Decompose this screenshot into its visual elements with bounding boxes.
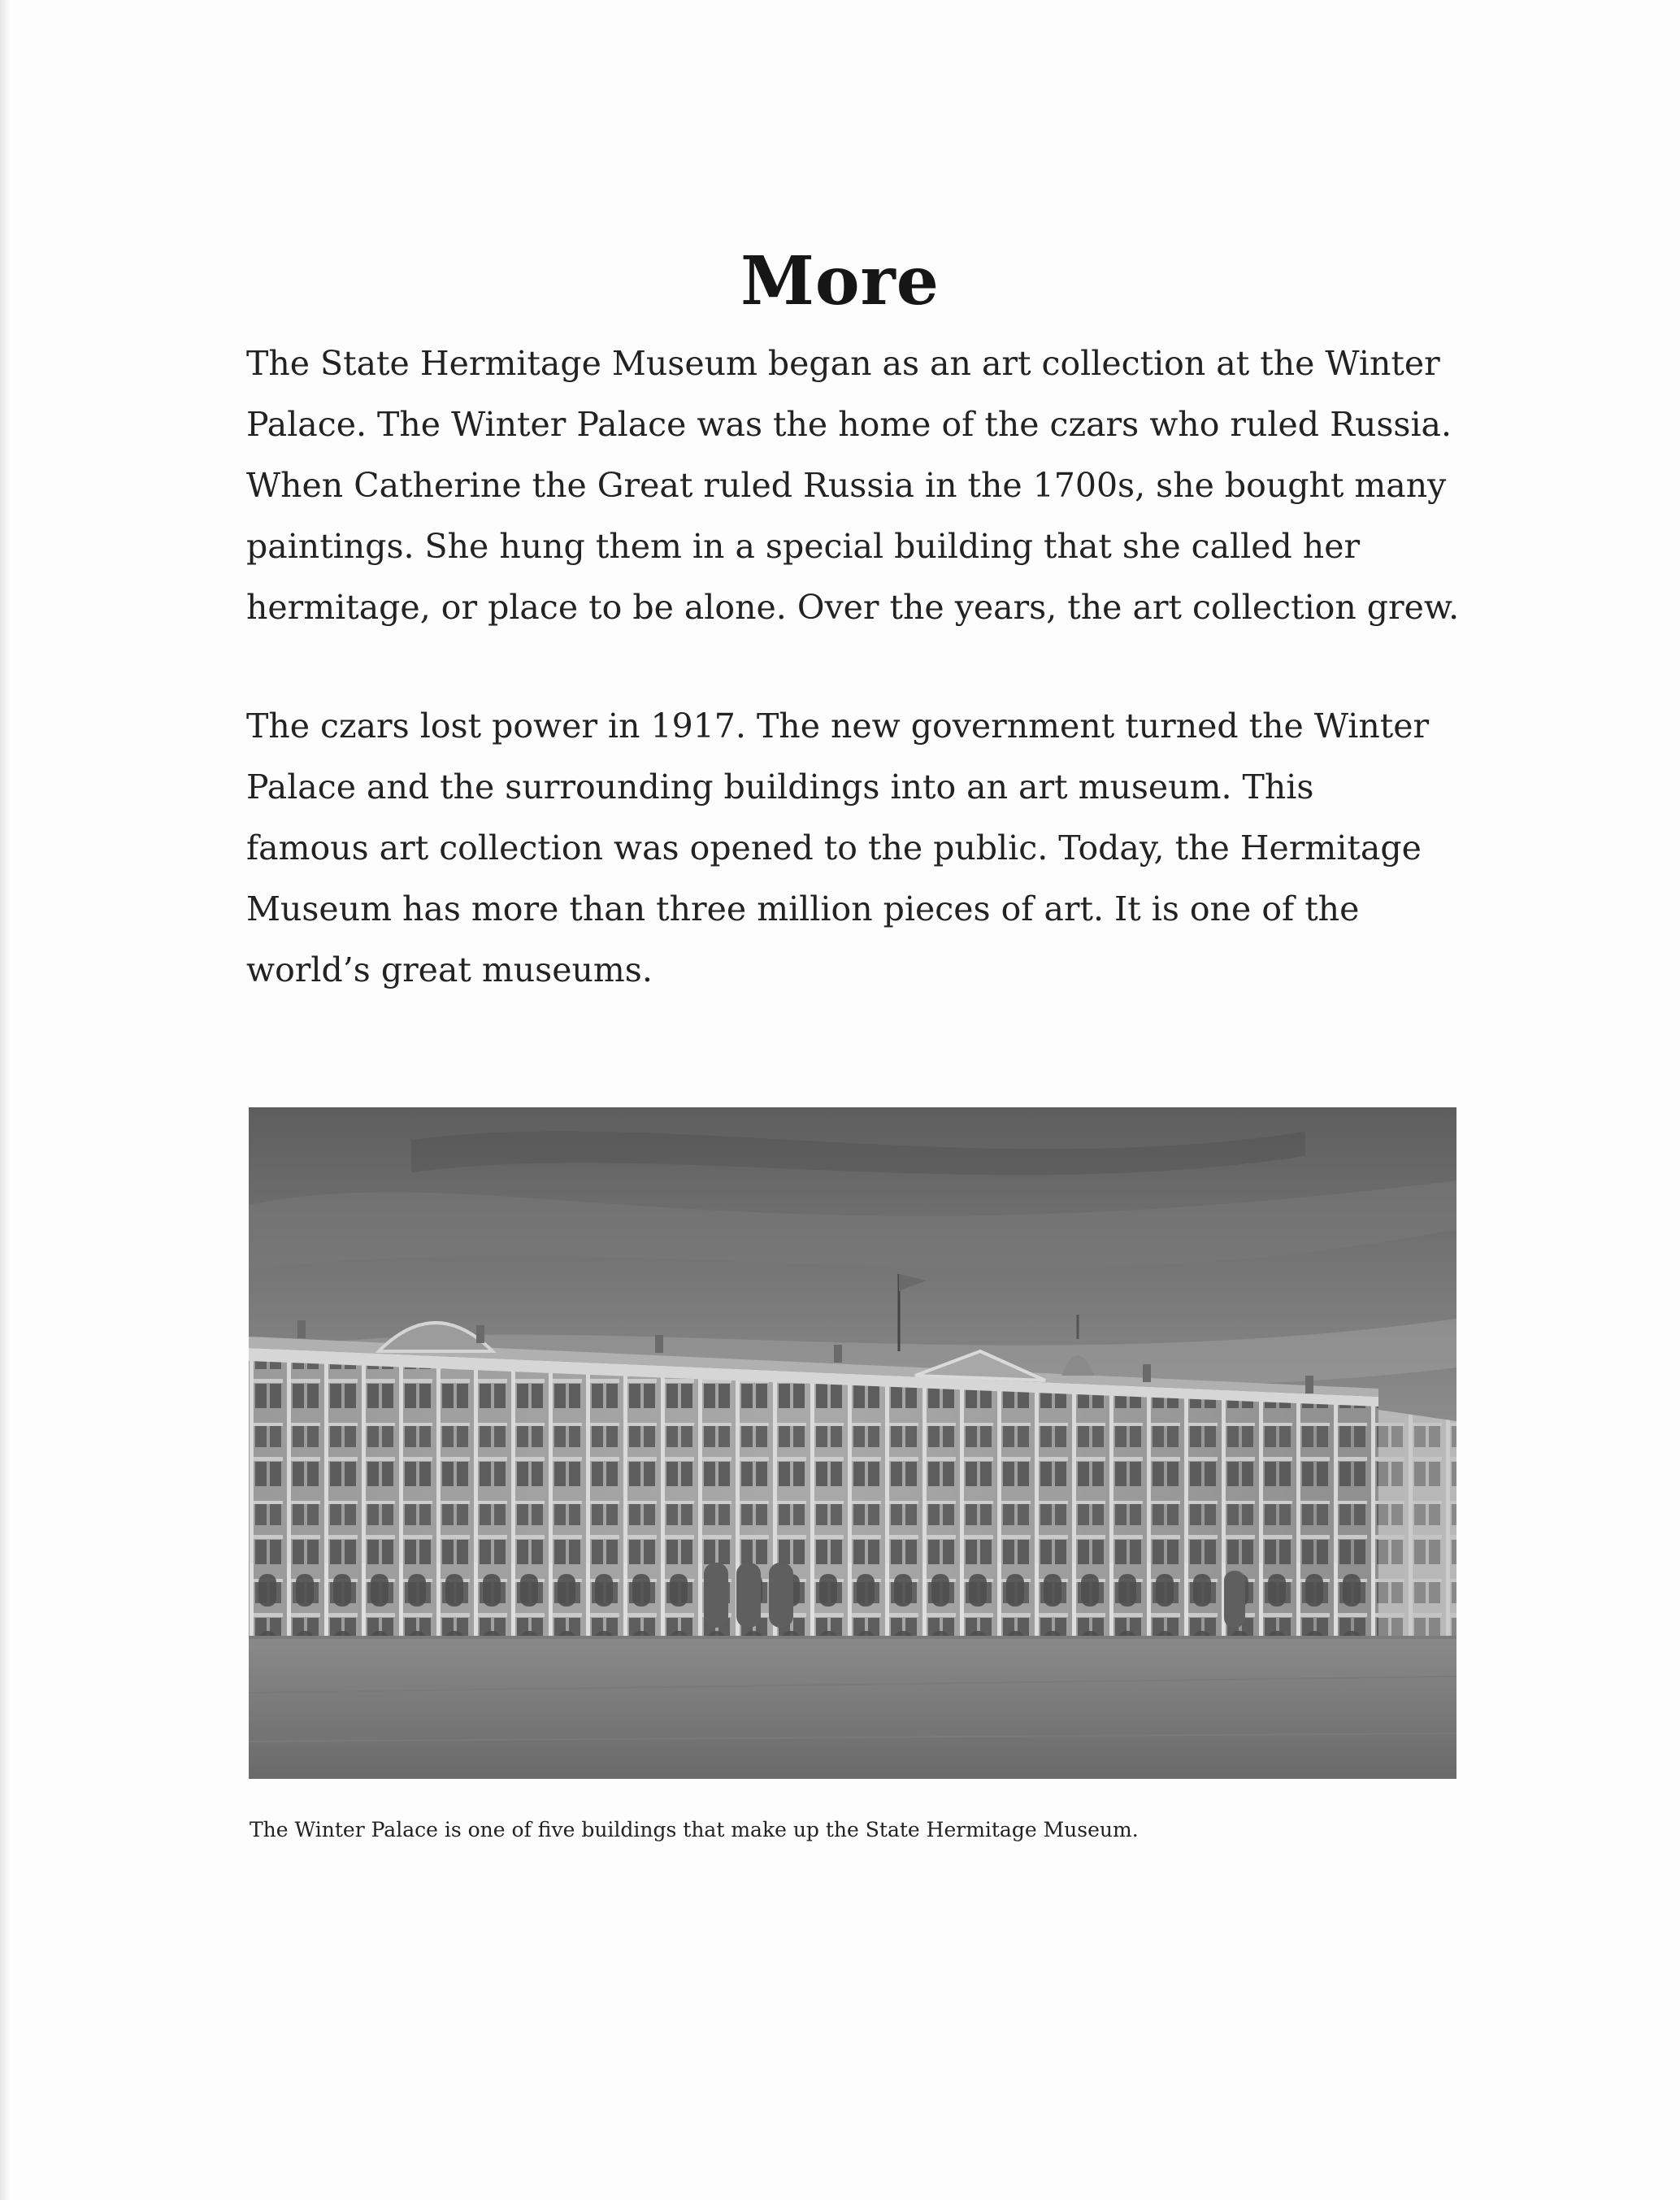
- paragraph-line: When Catherine the Great ruled Russia in the 1700s, she bought many: [246, 466, 1447, 505]
- photo-caption: The Winter Palace is one of five buildings that make up the State Hermitage Museum.: [250, 1818, 1139, 1841]
- paragraph-line: hermitage, or place to be alone. Over the years, the art collection grew.: [246, 588, 1460, 627]
- page-title: More: [740, 242, 940, 320]
- paragraph-line: Palace and the surrounding buildings into an art museum. This: [246, 767, 1314, 807]
- paragraph-line: The czars lost power in 1917. The new government turned the Winter: [246, 707, 1430, 746]
- paragraph-2: [246, 696, 1465, 1001]
- page-binding-edge: [0, 0, 10, 2200]
- paragraph-line: world’s great museums.: [246, 950, 653, 989]
- paragraph-1: [246, 333, 1465, 638]
- paragraph-line: The State Hermitage Museum began as an art collection at the Winter: [246, 344, 1440, 383]
- paragraph-line: Palace. The Winter Palace was the home of the czars who ruled Russia.: [246, 405, 1452, 444]
- winter-palace-illustration: [249, 1107, 1456, 1779]
- paragraph-line: famous art collection was opened to the public. Today, the Hermitage: [246, 828, 1422, 867]
- winter-palace-photo: [249, 1107, 1456, 1779]
- paragraph-line: paintings. She hung them in a special building that she called her: [246, 527, 1361, 566]
- paragraph-line: Museum has more than three million pieces of art. It is one of the: [246, 889, 1360, 928]
